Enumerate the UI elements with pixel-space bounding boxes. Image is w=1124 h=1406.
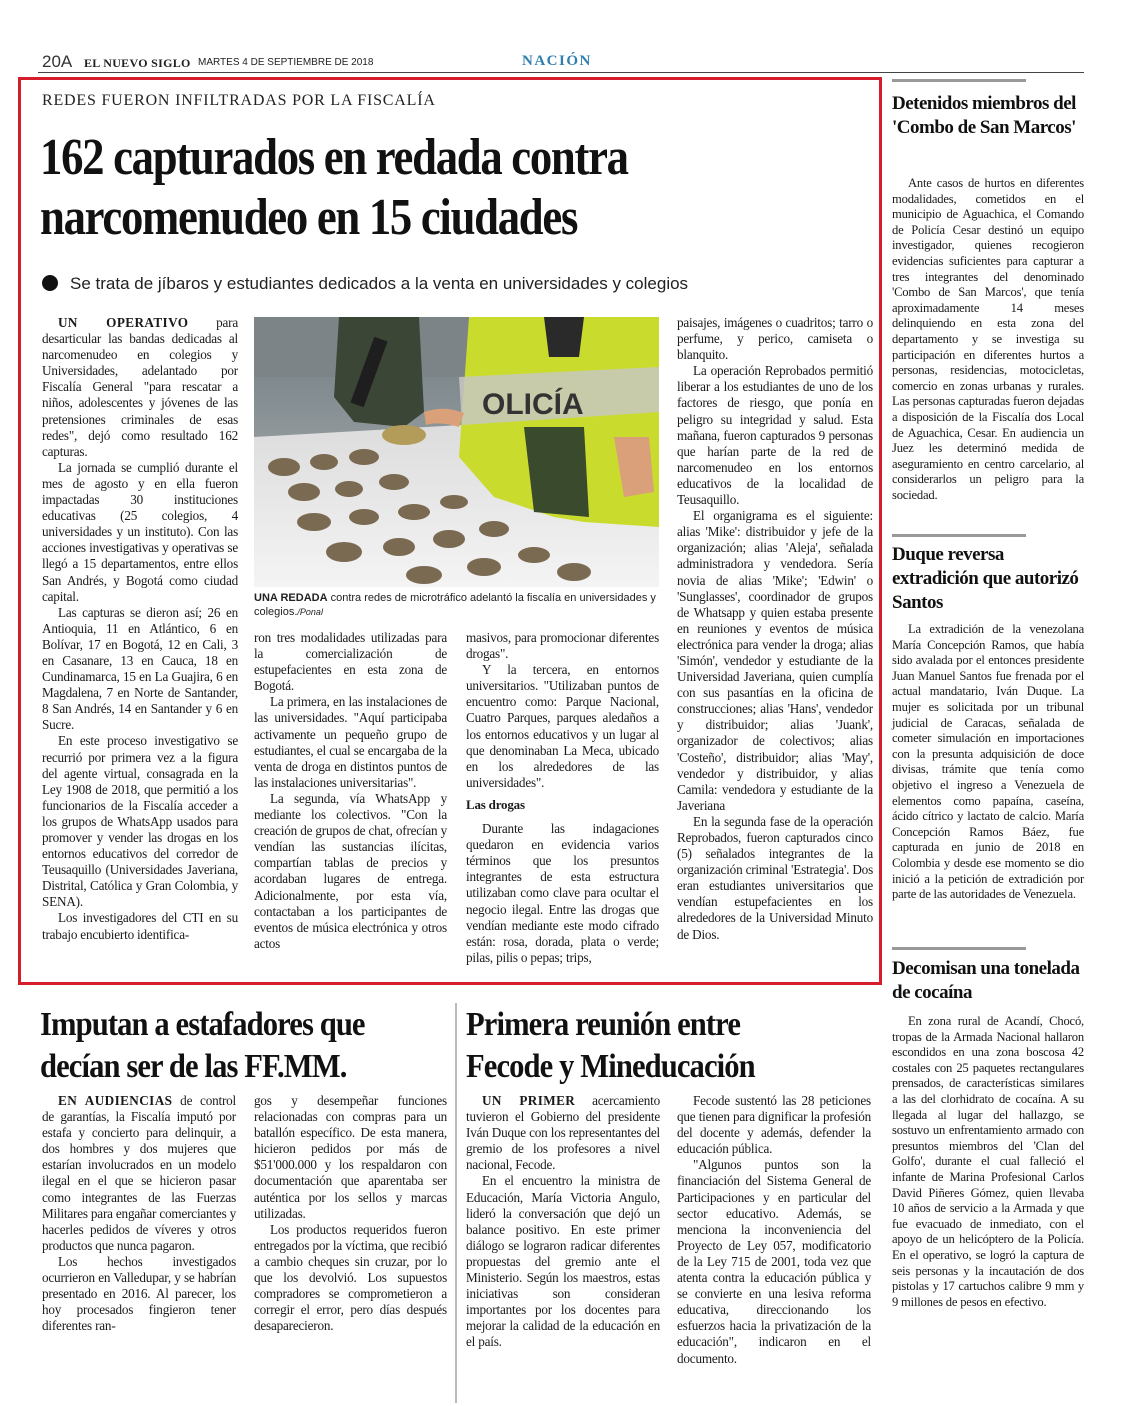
bottom-left-col1-p2: Los hechos investigados ocurrieron en Valledupar, y se habrían presentado en 2016. Al parecer, los hoy procesados fingieron tener diferentes ran- — [42, 1253, 236, 1334]
bottom-left-col1-p1: EN AUDIENCIAS de control de garantías, la Fiscalía imputó por estafa y concierto para delinquir, a dos hombres y dos mujeres que estarían involucrados en un modelo ilegal en el que se hicieron pasar como integrantes de las Fuerzas Militares para engañar comerciantes y hacerles pedidos de víveres y otros productos que nunca pagaron. — [42, 1093, 237, 1253]
caption-text: contra redes de microtráfico adelantó la fiscalía en universidades y colegios. — [254, 592, 656, 618]
bottom-right-headline-line-1: Primera reunión entre — [466, 1006, 741, 1043]
main-col4-p3: El organigrama es el siguiente: alias 'Mike': distribuidor y jefe de la organización; alias 'Aleja', señalada administradora y vendedora. Sería novia de alias 'Mike'; 'Edwin' o 'Sunglasses', coordinador de grupos de Whatsapp y quien estaba presente en reuniones y eventos de música electrónica para vender la droga; alias 'Simón', vendedor y estudiante de la Universidad Javeriana, quien cumplía con sus pasantías en la oficina de construcciones; alias 'Hans', vendedor y distribuidor; alias 'Juank', organizador de colectivos; alias 'Costeño', distribuidor; alias 'May', vendedor y distribuidor, y alias Camila: vendedora y estudiante de la Javeriana — [677, 508, 873, 813]
bottom-right-headline-line-2: Fecode y Mineducación — [466, 1048, 755, 1085]
sidebar-headline-3: Decomisan una tonelada de cocaína — [892, 958, 1080, 1003]
page-number: 20A — [42, 52, 73, 71]
bottom-left-lead-words: EN AUDIENCIAS — [58, 1093, 173, 1108]
bottom-right-col2-p2: "Algunos puntos son la financiación del Sistema General de Participaciones y en particular del sector educativo. Además, se menciona la inconveniencia del Proyecto de Ley 057, modificatorio de la Ley 715 de 2001, toda vez que atenta contra la educación pública y se convierte en una lesiva reforma educativa, direccionando los esfuerzos hacia la privatización de la educación", indicaron en el documento. — [677, 1157, 871, 1366]
main-col3-p3: Durante las indagaciones quedaron en evidencia varios términos que los presuntos integrantes de esta estructura utilizaban como clave para ocultar el negocio ilegal. Entre las drogas que vendían mediante este modo cifrado están: rosa, dorada, plata o verde; pilas, pilis o pepas; trips, — [466, 821, 659, 965]
news-photo — [254, 317, 659, 587]
bottom-left-headline-line-1: Imputan a estafadores que — [40, 1006, 365, 1043]
bottom-right-col2-p1: Fecode sustentó las 28 peticiones que tienen para dignificar la profesión del docente y además, defender la educación pública. — [677, 1093, 871, 1157]
bottom-left-headline-line-2: decían ser de las FF.MM. — [40, 1048, 347, 1085]
main-col2-p3: La segunda, vía WhatsApp y mediante los colectivos. "Con la creación de grupos de chat, ofrecían y vendían las sustancias ilícitas, compartían tablas de precios y acordaban lugares de entrega. Adicionalmente, por esta vía, contactaban a los participantes de eventos de música electrónica y otros actos — [254, 790, 447, 951]
bottom-right-col1-p1: UN PRIMER acercamiento tuvieron el Gobierno del presidente Iván Duque con los representantes del gremio de los profesores a nivel nacional, Fecode. — [466, 1093, 660, 1173]
bottom-right-column-1 — [466, 1093, 660, 1351]
photo-caption — [254, 591, 659, 619]
police-officers-illustration — [254, 317, 659, 587]
paper-date: MARTES 4 DE SEPTIEMBRE DE 2018 — [198, 57, 374, 68]
main-lead-words: UN OPERATIVO — [58, 315, 189, 330]
bottom-right-column-2 — [677, 1093, 871, 1367]
main-col1-p1: UN OPERATIVO para desarticular las bandas dedicadas al narcomenudeo en colegios y Universidades, adelantado por Fiscalía General "para rescatar a niños, adolescentes y jóvenes de las pretensiones criminales de esas redes", dejó como resultado 162 capturas. — [42, 315, 238, 459]
column-divider — [455, 1003, 457, 1403]
masthead-rule — [38, 72, 1084, 73]
main-col4-p2: La operación Reprobados permitió liberar a los estudiantes de uno de los factores de riesgo, que ponía en peligro su integridad y salud. Esta mañana, fueron capturados 9 personas que harían parte de la red de narcomenudeo en los entornos educativos de la localidad de Teusaquillo. — [677, 363, 873, 508]
main-col1-p4: En este proceso investigativo se recurrió por primera vez a la figura del agente virtual, consagrada en la Ley 1908 de 2018, que permitió a los funcionarios de la Fiscalía acceder a los grupos de WhatsApp usados para promover y vender las drogas en los entornos educativos del corredor de Teusaquillo (Universidades Javeriana, Distrital, Católica y Gran Colombia, y SENA). — [42, 733, 238, 910]
sidebar-rule-1 — [892, 79, 1026, 82]
main-column-2 — [254, 630, 447, 952]
main-col2-p2: La primera, en las instalaciones de las universidades. "Aquí participaba activamente un pequeño grupo de estudiantes, el cual se encargaba de la venta de droga en distintos puntos de las instalaciones universitarias". — [254, 694, 447, 790]
main-col1-p3: Las capturas se dieron así; 26 en Antioquia, 11 en Atlántico, 6 en Bolívar, 17 en Bogotá, 12 en Cali, 3 en Casanare, 13 en Cauca, 18 en Cundinamarca, 15 en La Guajira, 6 en Magdalena, 7 en Norte de Santander, 8 San Andrés, 14 en Santander y 6 en Sucre. — [42, 604, 238, 733]
sidebar-headline-1: Detenidos miembros del 'Combo de San Marcos' — [892, 93, 1076, 138]
section-label: NACIÓN — [522, 53, 592, 69]
sidebar-headline-2: Duque reversa extradición que autorizó Santos — [892, 544, 1079, 613]
vest-text: OLICÍA — [482, 388, 584, 421]
main-column-4 — [677, 315, 873, 943]
photo-credit: /Ponal — [297, 607, 323, 617]
main-col3-p2: Y la tercera, en entornos universitarios. "Utilizaban puntos de encuentro como: Parque Nacional, Cuatro Parques, parques aledaños a los entornos educativos y un lugar al que denominaban La Meca, ubicado en los alrededores de las universidades". — [466, 662, 659, 790]
bottom-right-lead-words: UN PRIMER — [482, 1093, 576, 1108]
masthead — [38, 50, 1084, 74]
bottom-right-col1-p2: En el encuentro la ministra de Educación, María Victoria Angulo, lideró la conversación que dejó un balance positivo. En este primer diálogo se lograron radicar diferentes propuestas del gremio ante el Ministerio. Según los maestros, estas iniciativas son consideran importantes por los docentes para mejorar la calidad de la educación en el país. — [466, 1173, 660, 1350]
main-headline-line-1: 162 capturados en redada contra — [40, 129, 628, 186]
bottom-left-column-2 — [254, 1093, 447, 1334]
main-col3-p1: masivos, para promocionar diferentes drogas". — [466, 630, 659, 662]
bottom-left-col2-p1: gos y desempeñar funciones relacionadas con compras para un batallón específico. De esta manera, hicieron pedidos por más de $51'000.000 y los respaldaron con documentación que aparentaba ser auténtica por los sellos y marcas utilizadas. — [254, 1093, 447, 1221]
bullet-icon — [42, 275, 58, 291]
sidebar-body-3: En zona rural de Acandí, Chocó, tropas de la Armada Nacional hallaron escondidos en una zona boscosa 42 costales con 25 paquetes rectangulares prensados, de características similares a las del clorhidrato de cocaína. A su llegada al lugar del hallazgo, se sostuvo un enfrentamiento armado con presuntos miembros del 'Clan del Golfo', durante el cual falleció el infante de Marina Profesional Carlos David Piñeres Gómez, quien llevaba 10 años de servicio a la Armada y que fue evacuado de inmediato, con el apoyo de un helicóptero de la Policía. En el operativo, se logró la captura de seis personas y la incautación de dos pistolas y 17 cartuchos calibre 9 mm y 9 millones de pesos en efectivo. — [892, 1014, 1084, 1309]
bottom-left-column-1 — [42, 1093, 236, 1334]
main-kicker: REDES FUERON INFILTRADAS POR LA FISCALÍA — [42, 92, 436, 109]
main-column-3 — [466, 630, 659, 966]
main-col1-p2: La jornada se cumplió durante el mes de agosto y en ella fueron impactadas 30 instituciones educativas (25 colegios, 4 universidades y un instituto). Con las acciones investigativas y operativas se llegó a 15 departamentos, entre ellos San Andrés, y Bogotá como ciudad capital. — [42, 459, 238, 604]
main-col4-p4: En la segunda fase de la operación Reprobados, fueron capturados cinco (5) señalados integrantes de la organización criminal 'Estrategia'. Dos eran estudiantes universitarios que vendían estupefacientes en los alrededores de la Universidad Minuto de Dios. — [677, 813, 873, 942]
main-col1-p5: Los investigadores del CTI en su trabajo encubierto identifica- — [42, 910, 238, 942]
main-headline — [40, 128, 754, 248]
sidebar-rule-2 — [892, 534, 1026, 537]
sidebar-body-2: La extradición de la venezolana María Concepción Ramos, que había sido avalada por el entonces presidente Juan Manuel Santos fue frenada por el actual mandatario, Iván Duque. La mujer es solicitada por un tribunal judicial de Caracas, señalada de cometer simulación en importaciones con la presunta adquisición de doce divisas, trámite que tenía como objetivo el ingreso a Venezuela de elementos como papaína, caseína, ácido cítrico y lactato de calcio. María Concepción Ramos Báez, fue capturada en junio de 2018 en Colombia y desde ese momento se dio inició a la petición de extradición por parte de las autoridades de Venezuela. — [892, 622, 1084, 902]
main-col2-p1: ron tres modalidades utilizadas para la comercialización de estupefacientes en esta zona de Bogotá. — [254, 630, 447, 694]
main-subhead-text: Se trata de jíbaros y estudiantes dedicados a la venta en universidades y colegios — [70, 274, 689, 293]
main-col4-p1: paisajes, imágenes o cuadritos; tarro o perfume, y perico, camiseta o blanquito. — [677, 315, 873, 363]
bottom-left-headline — [40, 1004, 454, 1088]
sidebar-rule-3 — [892, 947, 1026, 950]
main-headline-line-2: narcomenudeo en 15 ciudades — [40, 189, 578, 246]
bottom-right-headline — [466, 1004, 844, 1088]
main-subhead — [42, 274, 688, 294]
caption-lead: UNA REDADA — [254, 592, 328, 604]
section-subtitle-drogas: Las drogas — [466, 796, 525, 812]
sidebar-body-1: Ante casos de hurtos en diferentes modalidades, cometidos en el municipio de Aguachica, el Comando de Policía Cesar destinó un equipo investigador, quienes recogieron evidencias suficientes para capturar a tres integrantes del denominado 'Combo de San Marcos', que tenía aproximadamente 14 meses delinquiendo en esta zona del departamento y se investiga su participación en diferentes hurtos a personas, residencias, motocicletas, comercio en zonas urbanas y rurales. Las personas capturadas fueron dejadas a disposición de la Fiscalía dos Local de Aguachica, Cesar. En audiencia un Juez les determinó medida de aseguramiento en centro carcelario, al considerarlos un peligro para la sociedad. — [892, 176, 1084, 502]
main-column-1 — [42, 315, 238, 943]
paper-name: EL NUEVO SIGLO — [84, 56, 191, 70]
bottom-left-col2-p2: Los productos requeridos fueron entregados por la víctima, que recibió a cambio cheques sin cruzar, por lo que los devolvió. Los supuestos compradores se comprometieron a corregir el error, pero días después desaparecieron. — [254, 1221, 447, 1334]
